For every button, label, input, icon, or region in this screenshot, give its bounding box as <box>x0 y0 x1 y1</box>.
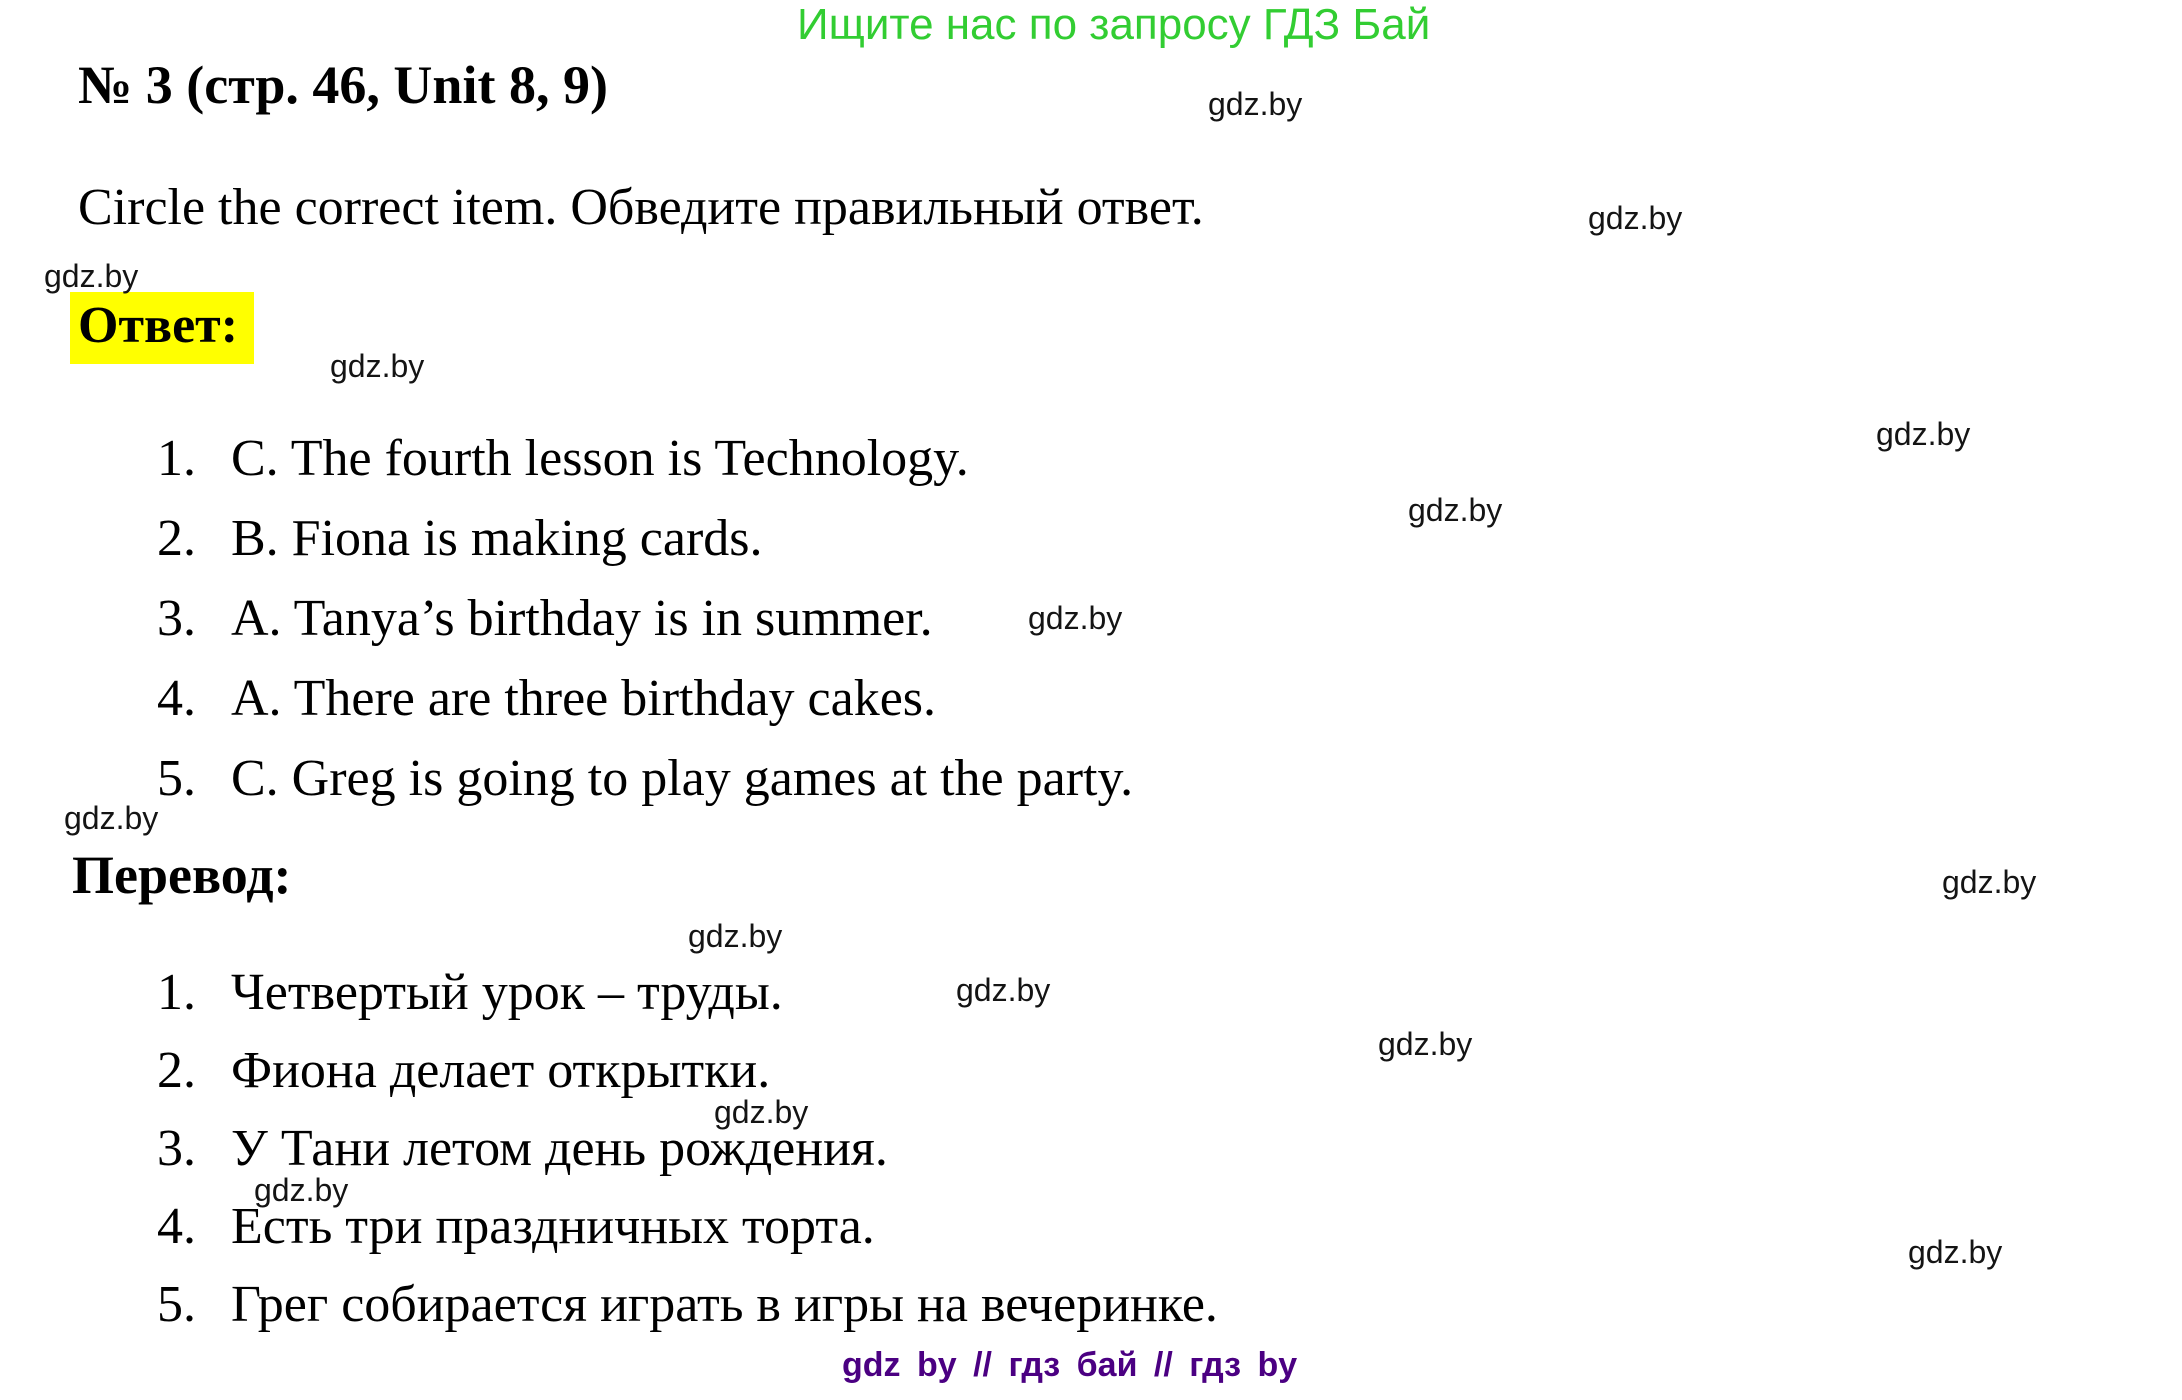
translation-item-number: 1. <box>157 964 196 1021</box>
answer-item-text: C. Greg is going to play games at the party. <box>231 750 1134 807</box>
translation-item <box>157 1036 1218 1114</box>
answer-item <box>157 584 1133 664</box>
translation-item-number: 2. <box>157 1042 196 1099</box>
translation-item-text: Четвертый урок – труды. <box>231 964 783 1021</box>
answer-item-number: 3. <box>157 590 196 647</box>
answer-item-text: A. Tanya’s birthday is in summer. <box>231 590 933 647</box>
answer-item <box>157 744 1133 824</box>
answers-list <box>157 424 1133 824</box>
watermark-gdz-by: gdz.by <box>688 918 783 954</box>
translation-item-text: У Тани летом день рождения. <box>231 1120 888 1177</box>
translation-section-label: Перевод: <box>72 845 292 905</box>
footer-search-terms: gdz by // гдз бай // гдз by <box>842 1346 1298 1384</box>
answer-item-number: 2. <box>157 510 196 567</box>
watermark-gdz-by: gdz.by <box>64 800 159 836</box>
watermark-gdz-by: gdz.by <box>1028 600 1123 636</box>
answer-item-number: 4. <box>157 670 196 727</box>
translations-list <box>157 958 1218 1348</box>
watermark-gdz-by: gdz.by <box>44 258 139 294</box>
watermark-gdz-by: gdz.by <box>254 1172 349 1208</box>
translation-item-text: Фиона делает открытки. <box>231 1042 771 1099</box>
answer-item <box>157 424 1133 504</box>
answer-item-text: C. The fourth lesson is Technology. <box>231 430 969 487</box>
answer-item <box>157 664 1133 744</box>
translation-item-text: Грег собирается играть в игры на вечеринке. <box>231 1276 1218 1333</box>
translation-item-text: Есть три праздничных торта. <box>231 1198 875 1255</box>
answer-item <box>157 504 1133 584</box>
answer-section-label: Ответ: <box>70 292 254 364</box>
task-instruction: Circle the correct item. Обведите правильный ответ. <box>78 179 1204 236</box>
watermark-gdz-by: gdz.by <box>1588 200 1683 236</box>
translation-item <box>157 958 1218 1036</box>
translation-item <box>157 1270 1218 1348</box>
translation-item-number: 3. <box>157 1120 196 1177</box>
watermark-gdz-by: gdz.by <box>1876 416 1971 452</box>
translation-item-number: 4. <box>157 1198 196 1255</box>
watermark-gdz-by: gdz.by <box>1208 86 1303 122</box>
promo-banner: Ищите нас по запросу ГДЗ Бай <box>797 0 1431 49</box>
watermark-gdz-by: gdz.by <box>1408 492 1503 528</box>
answer-item-number: 1. <box>157 430 196 487</box>
answer-item-text: A. There are three birthday cakes. <box>231 670 937 727</box>
watermark-gdz-by: gdz.by <box>330 348 425 384</box>
watermark-gdz-by: gdz.by <box>1378 1026 1473 1062</box>
answer-item-text: B. Fiona is making cards. <box>231 510 763 567</box>
translation-item-number: 5. <box>157 1276 196 1333</box>
watermark-gdz-by: gdz.by <box>1942 864 2037 900</box>
answer-item-number: 5. <box>157 750 196 807</box>
watermark-gdz-by: gdz.by <box>1908 1234 2003 1270</box>
watermark-gdz-by: gdz.by <box>956 972 1051 1008</box>
watermark-gdz-by: gdz.by <box>714 1094 809 1130</box>
page-title: № 3 (стр. 46, Unit 8, 9) <box>78 55 608 115</box>
